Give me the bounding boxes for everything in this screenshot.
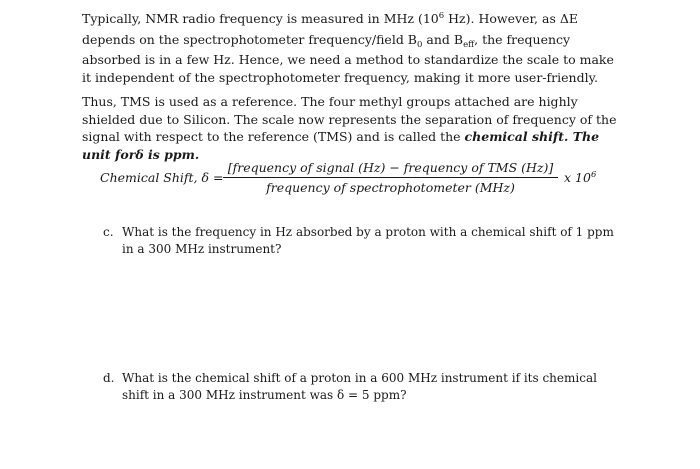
question-text: What is the chemical shift of a proton in a 600 MHz instrument if its chemical shift in a 300 MHz instrument was δ = 5 ppm? xyxy=(122,371,597,402)
formula-fraction xyxy=(223,160,558,196)
multiplier-base: x 10 xyxy=(564,170,591,185)
multiplier-exponent: 6 xyxy=(590,170,597,180)
p2-emphasis: chemical shift. The unit forδ is ppm. xyxy=(82,129,600,162)
p1-superscript: 6 xyxy=(438,11,445,21)
p2-text: Thus, TMS is used as a reference. The four methyl groups attached are highly shielded due to Silicon. The scale now represents the separation of frequency of the signal with respect to the reference (TMS) and is called the xyxy=(82,94,617,144)
p1-text-b: Hz). However, as ΔE depends on the spectrophotometer frequency/field B xyxy=(82,11,578,47)
intro-paragraph-2 xyxy=(82,93,622,163)
formula-lhs: Chemical Shift, δ = xyxy=(100,170,224,185)
formula-denominator: frequency of spectrophotometer (MHz) xyxy=(266,180,515,195)
fraction-bar xyxy=(223,177,558,178)
chemical-shift-formula xyxy=(100,160,620,200)
question-label: d. xyxy=(103,371,115,385)
question-label: c. xyxy=(103,225,114,239)
p1-text-c: and B xyxy=(422,31,464,47)
intro-paragraph-1 xyxy=(82,10,622,86)
question-text: What is the frequency in Hz absorbed by a proton with a chemical shift of 1 ppm in a 300 MHz instrument? xyxy=(122,225,614,256)
p1-subscript-eff: eff xyxy=(463,39,475,50)
p1-subscript-0: 0 xyxy=(417,39,423,50)
p1-text-d: , the frequency absorbed is in a few Hz. Hence, we need a method to standardize the scale to make it independent of the spectrophotometer frequency, making it more user-friendly. xyxy=(82,31,614,85)
formula-numerator: [frequency of signal (Hz) − frequency of TMS (Hz)] xyxy=(227,160,554,175)
formula-multiplier xyxy=(564,170,596,185)
p1-text-a: Typically, NMR radio frequency is measured in MHz (10 xyxy=(82,11,439,26)
